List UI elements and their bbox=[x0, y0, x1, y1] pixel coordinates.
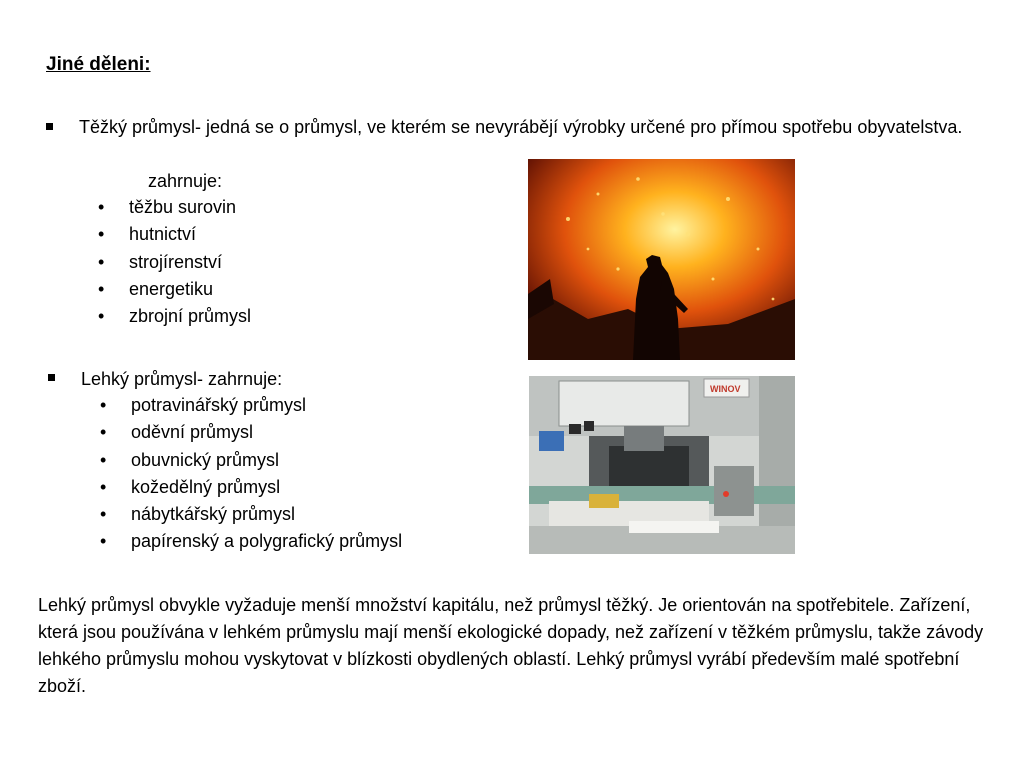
list-item: • hutnictví bbox=[98, 221, 251, 248]
list-item: • nábytkářský průmysl bbox=[100, 501, 402, 528]
list-item: • obuvnický průmysl bbox=[100, 447, 402, 474]
list-item: • strojírenství bbox=[98, 249, 251, 276]
light-industry-bullet bbox=[48, 366, 282, 393]
heavy-industry-list bbox=[98, 194, 251, 330]
square-bullet-icon bbox=[48, 374, 55, 381]
square-bullet-icon bbox=[46, 123, 53, 130]
list-item: • oděvní průmysl bbox=[100, 419, 402, 446]
foundry-worker-image bbox=[528, 159, 795, 360]
heavy-industry-text: Těžký průmysl- jedná se o průmysl, ve kterém se nevyrábějí výrobky určené pro přímou spotřebu obyvatelstva. bbox=[79, 117, 963, 137]
summary-paragraph: Lehký průmysl obvykle vyžaduje menší množství kapitálu, než průmysl těžký. Je orientován na spotřebitele. Zařízení, která jsou používána v lehkém průmyslu mají menší ekologické dopady, než zařízení v těžkém průmyslu, takže závody lehkého průmyslu mohou vyskytovat v blízkosti obydlených oblastí. Lehký průmysl vyrábí především malé spotřební zboží. bbox=[38, 595, 984, 696]
list-item: • energetiku bbox=[98, 276, 251, 303]
heavy-includes-label: zahrnuje: bbox=[148, 171, 223, 191]
slide-title: Jiné děleni: bbox=[46, 54, 151, 75]
list-item: • zbrojní průmysl bbox=[98, 303, 251, 330]
list-item: • těžbu surovin bbox=[98, 194, 251, 221]
list-item: • kožedělný průmysl bbox=[100, 474, 402, 501]
list-item: • potravinářský průmysl bbox=[100, 392, 402, 419]
list-item: • papírenský a polygrafický průmysl bbox=[100, 528, 402, 555]
heavy-industry-bullet bbox=[46, 114, 976, 141]
light-industry-text: Lehký průmysl- zahrnuje: bbox=[81, 369, 283, 389]
light-industry-list bbox=[100, 392, 402, 556]
machine-sign-text: WINOV bbox=[710, 384, 741, 394]
industrial-machine-image bbox=[529, 376, 795, 554]
